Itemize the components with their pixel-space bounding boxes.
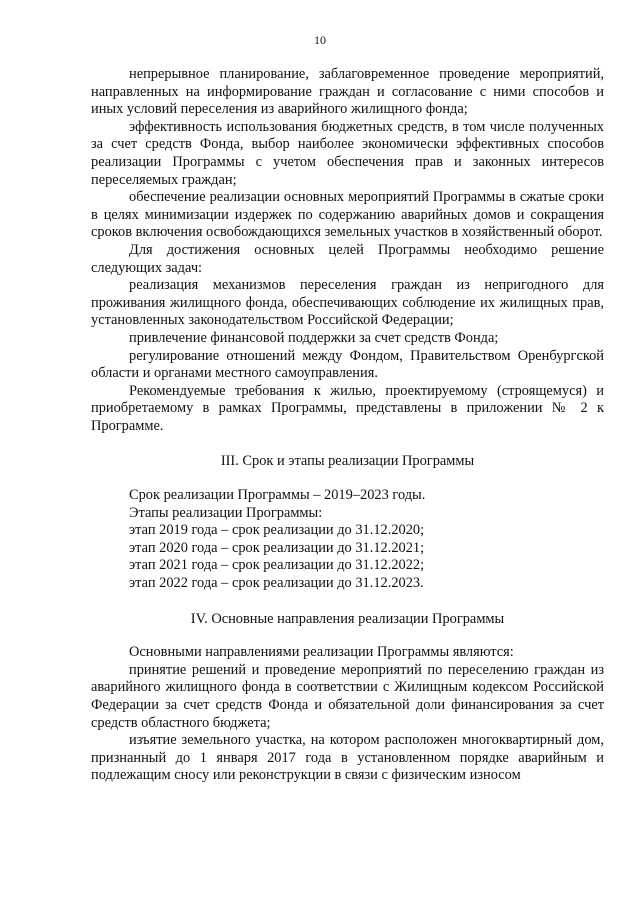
body-paragraph: Основными направлениями реализации Программы являются: [129, 644, 514, 661]
body-paragraph: регулирование отношений между Фондом, Правительством Оренбургской области и органами местного самоуправления. [91, 347, 604, 382]
body-paragraph: изъятие земельного участка, на котором расположен многоквартирный дом, признанный до 1 января 2017 года в установленном порядке аварийным и подлежащим сносу или реконструкции в связи с физическим износом [91, 732, 604, 784]
body-paragraph: эффективность использования бюджетных средств, в том числе полученных за счет средств Фонда, выбор наиболее экономически эффективных способов реализации Программы с учетом обеспечения прав и законных интересов переселяемых граждан; [91, 118, 604, 188]
page-body [91, 66, 604, 785]
stage-line: этап 2019 года – срок реализации до 31.12.2020; [129, 522, 425, 539]
body-paragraph: Рекомендуемые требования к жилью, проектируемому (строящемуся) и приобретаемому в рамках Программы, представлены в приложении № 2 к Программе. [91, 382, 604, 434]
term-line: Срок реализации Программы – 2019–2023 годы. [129, 487, 426, 504]
body-paragraph: привлечение финансовой поддержки за счет средств Фонда; [129, 329, 499, 346]
body-paragraph: реализация механизмов переселения граждан из непригодного для проживания жилищного фонда, обеспечивающих соблюдение их жилищных прав, установленных законодательством Российской Федерации; [91, 277, 604, 329]
body-paragraph: обеспечение реализации основных мероприятий Программы в сжатые сроки в целях минимизации издержек по содержанию аварийных домов и сокращения сроков включения освобождающихся земельных участков в хозяйственный оборот. [91, 189, 604, 241]
section-4-heading: IV. Основные направления реализации Программы [190, 610, 505, 627]
body-paragraph: принятие решений и проведение мероприятий по переселению граждан из аварийного жилищного фонда в соответствии с Жилищным кодексом Российской Федерации за счет средств Фонда и обязательной доли финансирования за счет средств областного бюджета; [91, 661, 604, 731]
stage-line: этап 2021 года – срок реализации до 31.12.2022; [129, 557, 425, 574]
stage-line: этап 2022 года – срок реализации до 31.12.2023. [129, 575, 424, 592]
section-3-heading: III. Срок и этапы реализации Программы [220, 453, 475, 470]
stage-line: этап 2020 года – срок реализации до 31.12.2021; [129, 539, 425, 556]
body-paragraph: Для достижения основных целей Программы необходимо решение следующих задач: [91, 241, 604, 276]
stages-title: Этапы реализации Программы: [129, 504, 323, 521]
body-paragraph: непрерывное планирование, заблаговременное проведение мероприятий, направленных на информирование граждан и согласование с ними способов и иных условий переселения из аварийного жилищного фонда; [91, 66, 604, 118]
page-number: 10 [314, 33, 326, 47]
